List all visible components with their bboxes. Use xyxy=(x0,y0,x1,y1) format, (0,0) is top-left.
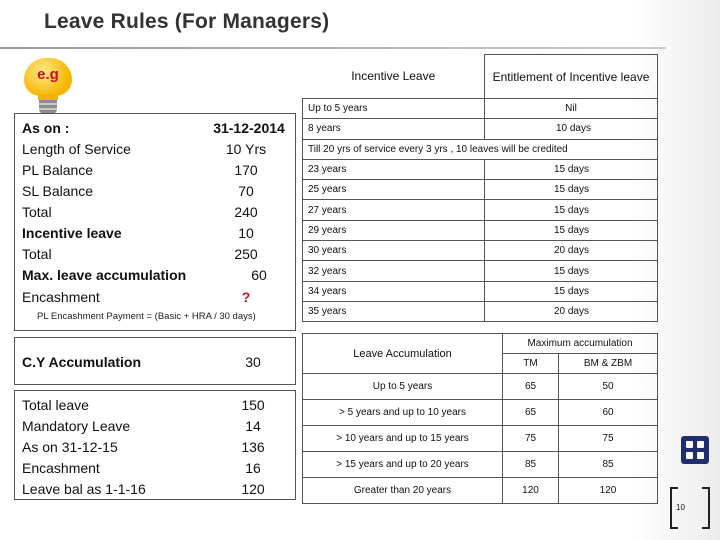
logo-dot xyxy=(697,452,704,459)
table-cell: 20 days xyxy=(485,241,658,261)
table-row xyxy=(303,220,658,240)
kv-label: Length of Service xyxy=(22,141,131,157)
table-cell: Up to 5 years xyxy=(303,99,485,119)
table-cell: 23 years xyxy=(303,159,485,179)
logo-dot xyxy=(697,441,704,448)
table-header-row xyxy=(303,334,658,354)
table-row xyxy=(303,139,658,159)
logo-dot xyxy=(686,452,693,459)
kv-value: 240 xyxy=(234,204,258,220)
kv-label: Total leave xyxy=(22,397,89,413)
table-row xyxy=(303,241,658,261)
kv-value: 150 xyxy=(241,397,265,413)
table-cell: 75 xyxy=(503,426,559,452)
lightbulb-icon xyxy=(24,58,72,116)
table-cell: > 15 years and up to 20 years xyxy=(303,452,503,478)
table-row xyxy=(303,374,658,400)
table-cell: 8 years xyxy=(303,119,485,139)
kv-label: Encashment xyxy=(22,460,100,476)
leave-accumulation-table xyxy=(302,333,658,504)
table-span-note: Till 20 yrs of service every 3 yrs , 10 leaves will be credited xyxy=(303,139,658,159)
table-row xyxy=(303,119,658,139)
table-cell: 15 days xyxy=(485,261,658,281)
kv-label: Leave bal as 1-1-16 xyxy=(22,481,146,497)
table-cell: 15 days xyxy=(485,180,658,200)
slide-title: Leave Rules (For Managers) xyxy=(44,10,330,33)
column-header: Incentive Leave xyxy=(303,55,485,99)
table-row xyxy=(303,180,658,200)
kv-label: As on 31-12-15 xyxy=(22,439,118,455)
page-number-frame xyxy=(670,487,710,529)
table-row xyxy=(303,301,658,321)
kv-row xyxy=(22,437,290,457)
kv-row xyxy=(22,118,290,138)
kv-row xyxy=(22,265,290,285)
table-header-row xyxy=(303,55,658,99)
table-cell: Greater than 20 years xyxy=(303,478,503,504)
kv-label: C.Y Accumulation xyxy=(22,354,142,370)
kv-value: 60 xyxy=(251,267,267,283)
table-row xyxy=(303,478,658,504)
kv-row xyxy=(22,395,290,415)
column-header: Leave Accumulation xyxy=(303,334,503,374)
column-header: Entitlement of Incentive leave xyxy=(485,55,658,99)
kv-label: SL Balance xyxy=(22,183,94,199)
table-cell: 15 days xyxy=(485,200,658,220)
kv-label: As on : xyxy=(22,120,70,136)
table-cell: Nil xyxy=(485,99,658,119)
bulb-base xyxy=(39,100,57,114)
table-cell: 29 years xyxy=(303,220,485,240)
encashment-formula: PL Encashment Payment = (Basic + HRA / 30 days) xyxy=(37,311,256,322)
table-row xyxy=(303,200,658,220)
kv-row xyxy=(22,160,290,180)
table-cell: 32 years xyxy=(303,261,485,281)
kv-value: 31-12-2014 xyxy=(213,120,285,136)
kv-value: 250 xyxy=(234,246,258,262)
column-header: Maximum accumulation xyxy=(503,334,658,354)
table-cell: 34 years xyxy=(303,281,485,301)
table-cell: 15 days xyxy=(485,220,658,240)
kv-row xyxy=(22,352,290,372)
column-header: TM xyxy=(503,354,559,374)
kv-row xyxy=(22,202,290,222)
table-row xyxy=(303,426,658,452)
kv-value: 70 xyxy=(238,183,254,199)
kv-value: 16 xyxy=(245,460,261,476)
kv-value: 10 Yrs xyxy=(225,141,267,157)
kv-value: 14 xyxy=(245,418,261,434)
kv-row xyxy=(22,479,290,499)
table-cell: 120 xyxy=(503,478,559,504)
example-calculation-panel xyxy=(14,113,296,331)
table-cell: > 5 years and up to 10 years xyxy=(303,400,503,426)
table-cell: 30 years xyxy=(303,241,485,261)
table-row xyxy=(303,400,658,426)
table-cell: 15 days xyxy=(485,159,658,179)
table-cell: Up to 5 years xyxy=(303,374,503,400)
kv-row xyxy=(22,181,290,201)
kv-label: Max. leave accumulation xyxy=(22,267,187,283)
page-number: 10 xyxy=(676,503,685,512)
table-cell: 65 xyxy=(503,400,559,426)
kv-label: Encashment xyxy=(22,289,100,305)
table-cell: 50 xyxy=(559,374,658,400)
kv-value: 136 xyxy=(241,439,265,455)
column-header: BM & ZBM xyxy=(559,354,658,374)
table-cell: 120 xyxy=(559,478,658,504)
table-cell: 20 days xyxy=(485,301,658,321)
table-row xyxy=(303,99,658,119)
kv-row xyxy=(22,287,290,307)
table-cell: 85 xyxy=(503,452,559,478)
table-row xyxy=(303,261,658,281)
kv-label: PL Balance xyxy=(22,162,94,178)
kv-value: ? xyxy=(241,289,251,305)
table-cell: 75 xyxy=(559,426,658,452)
kv-label: Mandatory Leave xyxy=(22,418,131,434)
table-cell: 10 days xyxy=(485,119,658,139)
table-cell: 27 years xyxy=(303,200,485,220)
table-cell: 35 years xyxy=(303,301,485,321)
incentive-leave-table xyxy=(302,54,658,322)
title-divider xyxy=(0,47,666,49)
kv-row xyxy=(22,139,290,159)
kv-row xyxy=(22,458,290,478)
kv-value: 30 xyxy=(245,354,261,370)
kv-value: 170 xyxy=(234,162,258,178)
kv-label: Incentive leave xyxy=(22,225,122,241)
bracket-right xyxy=(702,487,710,529)
kv-label: Total xyxy=(22,204,52,220)
table-row xyxy=(303,281,658,301)
kv-value: 10 xyxy=(238,225,254,241)
table-cell: 15 days xyxy=(485,281,658,301)
company-logo-icon xyxy=(681,436,709,464)
table-row xyxy=(303,159,658,179)
kv-row xyxy=(22,416,290,436)
cy-accumulation-panel xyxy=(14,337,296,385)
logo-dot xyxy=(686,441,693,448)
table-cell: 25 years xyxy=(303,180,485,200)
table-cell: > 10 years and up to 15 years xyxy=(303,426,503,452)
kv-row xyxy=(22,244,290,264)
kv-label: Total xyxy=(22,246,52,262)
table-row xyxy=(303,452,658,478)
table-cell: 60 xyxy=(559,400,658,426)
leave-balance-panel xyxy=(14,390,296,500)
kv-value: 120 xyxy=(241,481,265,497)
table-cell: 65 xyxy=(503,374,559,400)
table-cell: 85 xyxy=(559,452,658,478)
bulb-label: e.g xyxy=(37,66,59,83)
kv-row xyxy=(22,223,290,243)
